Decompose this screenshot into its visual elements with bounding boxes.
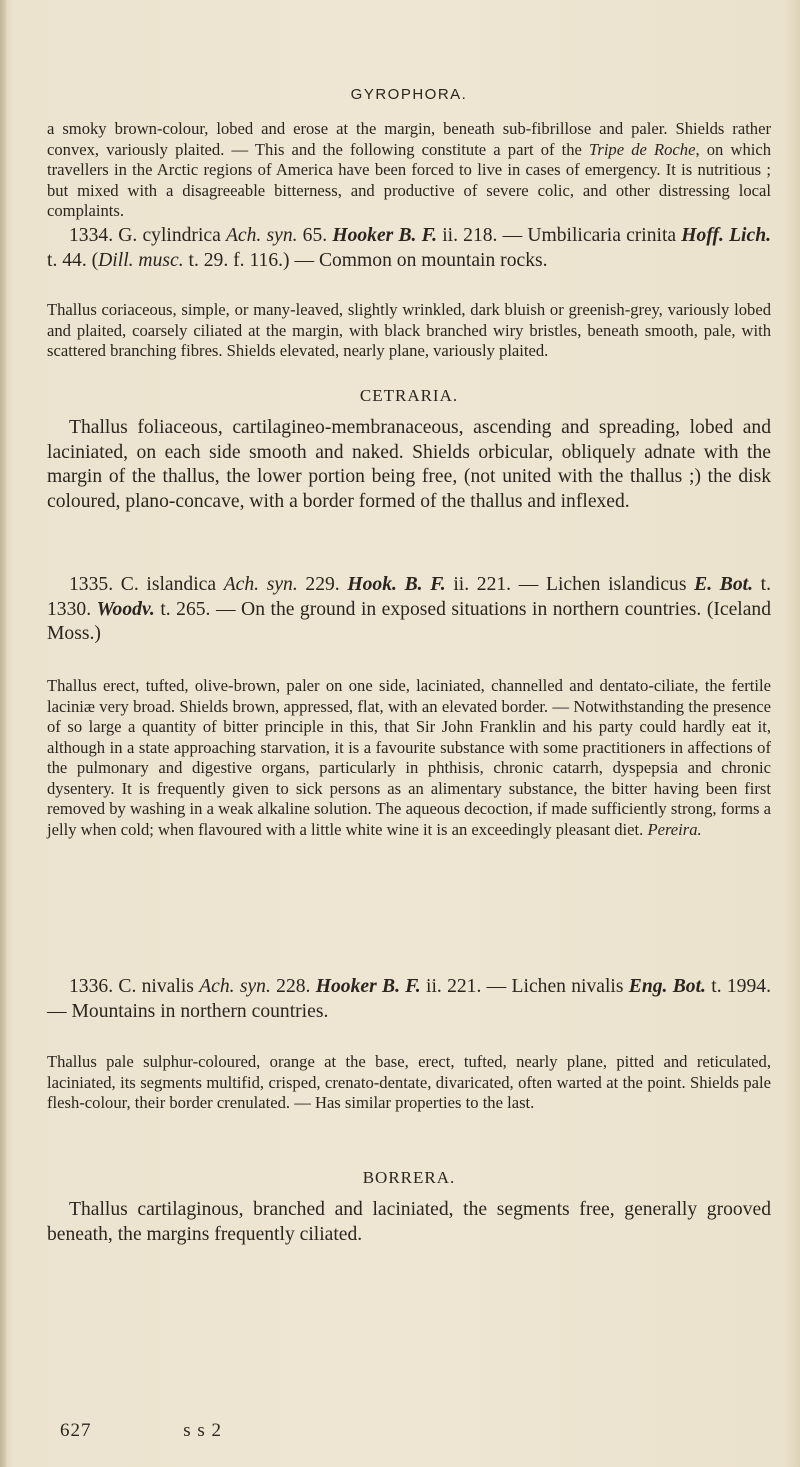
genus-heading-cetraria: CETRARIA. [359,386,459,405]
text: 229. [297,574,348,595]
text: 65. [297,225,333,246]
text: t. 44. ( [47,249,99,271]
continuation-paragraph [47,119,771,222]
text: ii. 221. — Lichen islandicus [445,574,695,595]
binding-gutter [0,0,6,1467]
citation-italic: Hooker B. F. [332,225,438,246]
citation-italic: Ach. syn. [199,976,271,997]
citation-italic: Hoff. Lich. [681,225,771,246]
text: t. 1994. — Mountains in northern countries. [47,976,771,1022]
text: Thallus erect, tufted, olive-brown, paler on one side, laciniated, channelled and dentato-ciliate, the fertile laciniæ very broad. Shields brown, appressed, flat, with an elevated border. — Notwithstanding the presence of so large a quantity of bitter principle in this, that Sir John Franklin and his party could hardly eat it, although in a state approaching starvation, it is a favourite substance with some practitioners in affections of the pulmonary and digestive organs, particularly in phthisis, chronic catarrh, dyspepsia and chronic dysentery. It is frequently given to sick persons as an alimentary substance, the bitter having been first removed by washing in a weak alkaline solution. The aqueous decoction, if made sufficiently strong, forms a jelly when cold; when flavoured with a little white wine it is an exceedingly pleasant diet. [47,676,771,839]
text: t. 265. — On the ground in exposed situations in northern countries. (Iceland Moss.) [47,598,772,645]
citation-italic: Dill. musc. [98,249,184,271]
page-footer [60,1420,222,1442]
author-citation: Pereira. [647,819,702,839]
citation-italic: Hooker B. F. [315,976,421,997]
citation-italic: Hook. B. F. [347,574,446,595]
text: , on which travellers in the Arctic regions of America have been forced to live in cases of emergency. It is nutritious ; but mixed with a disagreeable bitterness, and productive of severe colic, and other distressing local complaints. [47,139,772,220]
citation-italic: E. Bot. [694,574,753,595]
species-entry-1336 [47,975,771,1024]
species-description-1336: Thallus pale sulphur-coloured, orange at the base, erect, tufted, nearly plane, pitted and reticulated, laciniated, its segments multifid, crisped, crenato-dentate, divaricated, often warted at the point. Shields pale flesh-colour, their border crenulated. — Has similar properties to the last. [47,1052,771,1112]
text: 1336. C. nivalis [69,976,200,997]
text: t. 29. f. 116.) — Common on mountain rocks. [183,249,548,271]
text: ii. 221. — Lichen nivalis [420,976,629,997]
species-entry-1334 [47,224,771,273]
citation-italic: Eng. Bot. [628,976,706,997]
text: a smoky brown-colour, lobed and erose at the margin, beneath sub-fibrillose and paler. Shields rather convex, variously plaited. — This and the following constitute a part of the [47,119,771,159]
species-description-1335 [47,676,771,840]
text: 1334. G. cylindrica [69,225,226,246]
italic-text: Tripe de Roche [589,139,696,159]
genus-description-cetraria: Thallus foliaceous, cartilagineo-membranaceous, ascending and spreading, lobed and laciniated, on each side smooth and naked. Shields orbicular, obliquely adnate with the margin of the thallus, the lower portion being free, (not united with the thallus ;) the disk coloured, plano-concave, with a border formed of the thallus and inflexed. [47,417,771,512]
page-number: 627 [60,1420,92,1441]
genus-description-borrera: Thallus cartilaginous, branched and laciniated, the segments free, generally grooved beneath, the margins frequently ciliated. [47,1199,771,1245]
citation-italic: Woodv. [96,598,155,620]
species-entry-1335 [47,573,771,647]
text: t. 1330. [47,574,771,620]
text: ii. 218. — Umbilicaria crinita [437,225,682,246]
species-description-1334: Thallus coriaceous, simple, or many-leaved, slightly wrinkled, dark bluish or greenish-grey, variously lobed and plaited, coarsely ciliated at the margin, with black branched wiry bristles, beneath smooth, pale, with scattered branching fibres. Shields elevated, nearly plane, variously plaited. [47,300,771,360]
citation-italic: Ach. syn. [225,225,298,246]
text: 1335. C. islandica [69,574,224,595]
text: 228. [270,976,316,997]
citation-italic: Ach. syn. [223,574,298,595]
genus-heading-borrera: BORRERA. [362,1168,456,1187]
running-head: GYROPHORA. [350,86,468,103]
signature-mark: s s 2 [183,1420,223,1441]
